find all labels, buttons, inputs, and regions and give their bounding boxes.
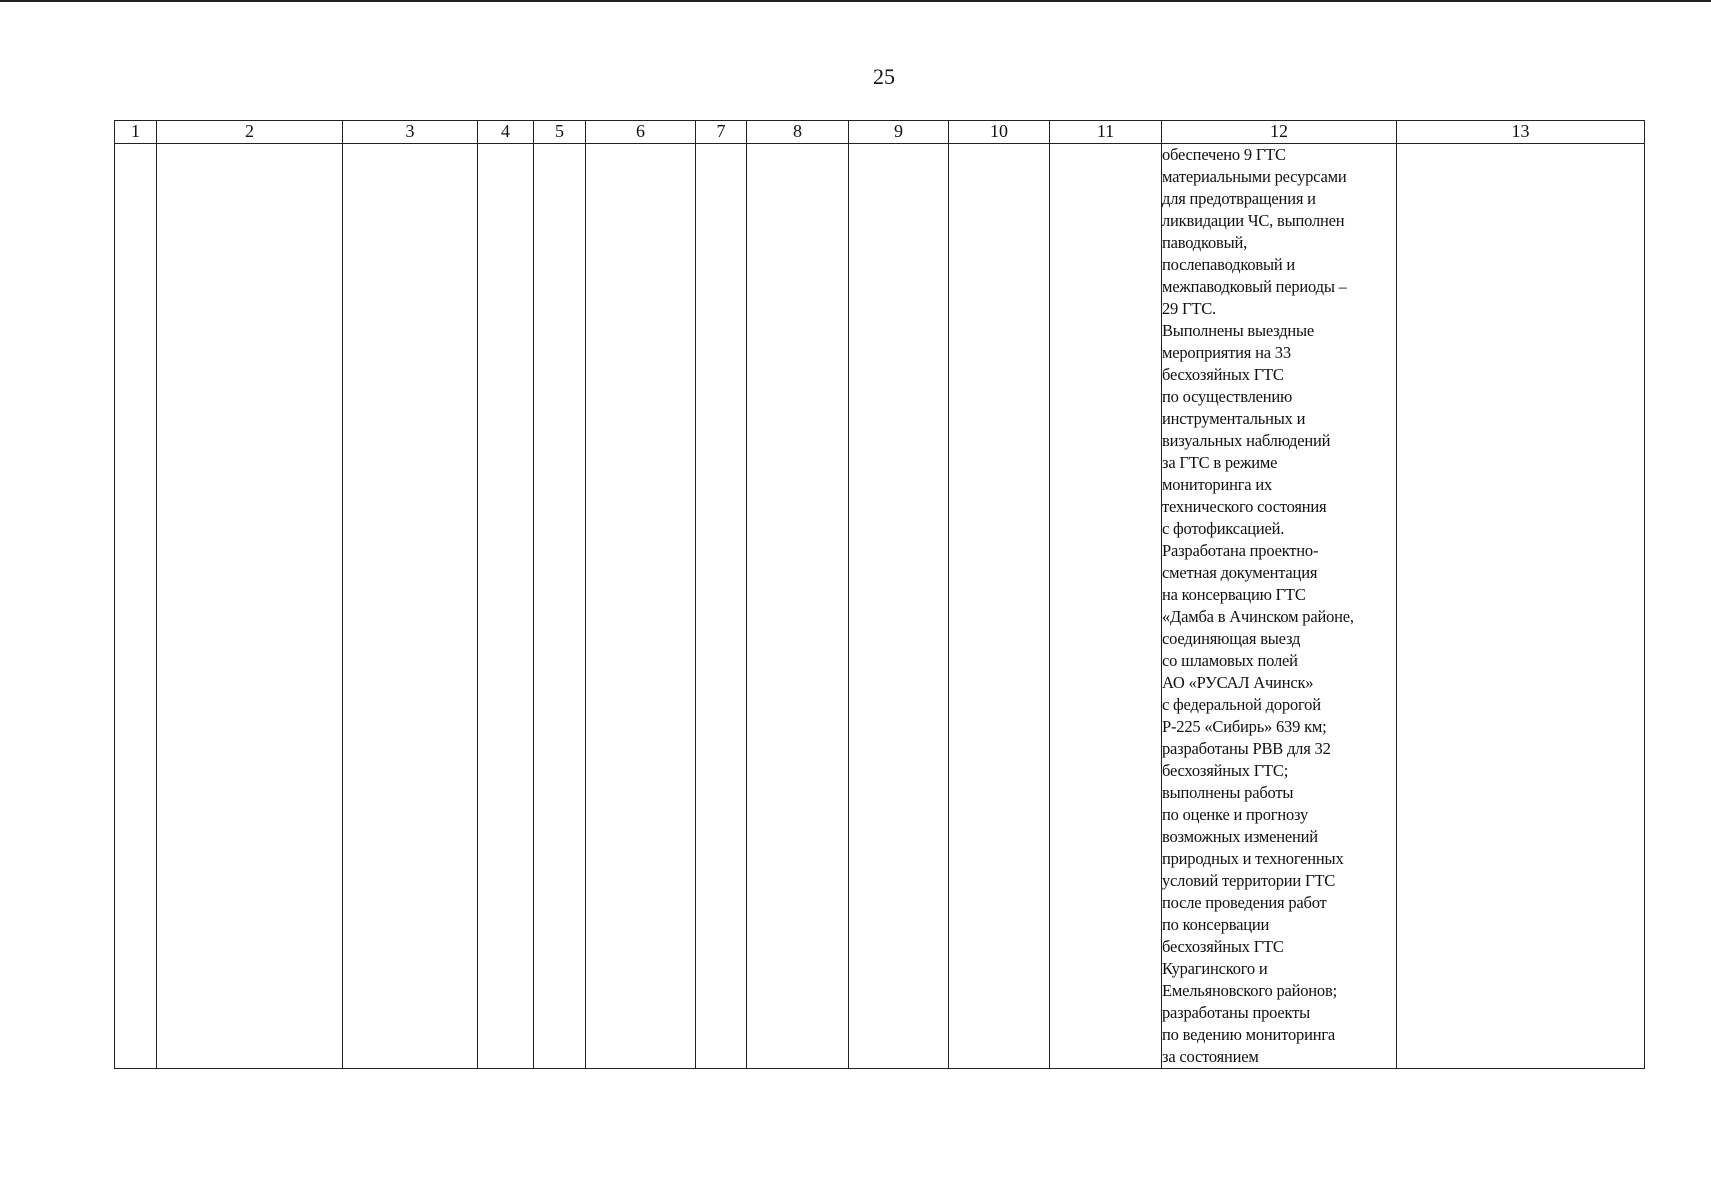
text-line: послепаводковый и — [1162, 255, 1296, 274]
text-line: соединяющая выезд — [1162, 629, 1301, 648]
text-line: Курагинского и — [1162, 959, 1268, 978]
cell-col-4 — [478, 144, 534, 1069]
text-line: материальными ресурсами — [1162, 167, 1347, 186]
text-line: обеспечено 9 ГТС — [1162, 145, 1286, 164]
text-line: инструментальных и — [1162, 409, 1306, 428]
text-line: бесхозяйных ГТС — [1162, 937, 1284, 956]
text-line: по консервации — [1162, 915, 1270, 934]
column-header-7: 7 — [696, 121, 747, 144]
text-line: Р-225 «Сибирь» 639 км; — [1162, 717, 1327, 736]
text-line: Выполнены выездные — [1162, 321, 1315, 340]
text-line: природных и техногенных — [1162, 849, 1344, 868]
column-header-3: 3 — [343, 121, 478, 144]
text-line: по оценке и прогнозу — [1162, 805, 1309, 824]
text-line: условий территории ГТС — [1162, 871, 1335, 890]
text-line: по осуществлению — [1162, 387, 1293, 406]
column-header-6: 6 — [586, 121, 696, 144]
cell-col-8 — [747, 144, 849, 1069]
text-line: для предотвращения и — [1162, 189, 1316, 208]
column-header-1: 1 — [115, 121, 157, 144]
table-row — [115, 144, 1645, 1069]
text-line: визуальных наблюдений — [1162, 431, 1331, 450]
text-line: бесхозяйных ГТС — [1162, 365, 1284, 384]
column-header-5: 5 — [534, 121, 586, 144]
text-line: мероприятия на 33 — [1162, 343, 1291, 362]
text-line: технического состояния — [1162, 497, 1327, 516]
text-line: ликвидации ЧС, выполнен — [1162, 211, 1345, 230]
text-line: за состоянием — [1162, 1047, 1259, 1066]
text-line: за ГТС в режиме — [1162, 453, 1278, 472]
cell-col-12-text — [1162, 144, 1397, 1069]
cell-col-1 — [115, 144, 157, 1069]
column-header-8: 8 — [747, 121, 849, 144]
top-border-line — [0, 0, 1711, 2]
text-line: возможных изменений — [1162, 827, 1318, 846]
cell-col-5 — [534, 144, 586, 1069]
text-line: с федеральной дорогой — [1162, 695, 1321, 714]
text-line: межпаводковый периоды – — [1162, 277, 1347, 296]
text-line: после проведения работ — [1162, 893, 1327, 912]
text-line: сметная документация — [1162, 563, 1318, 582]
cell-col-7 — [696, 144, 747, 1069]
table-header-row — [115, 121, 1645, 144]
column-header-4: 4 — [478, 121, 534, 144]
cell-col-9 — [849, 144, 949, 1069]
text-line: выполнены работы — [1162, 783, 1294, 802]
text-line: разработаны РВВ для 32 — [1162, 739, 1331, 758]
text-line: мониторинга их — [1162, 475, 1273, 494]
cell-col-10 — [949, 144, 1050, 1069]
cell-col-6 — [586, 144, 696, 1069]
text-line: Емельяновского районов; — [1162, 981, 1337, 1000]
text-line: Разработана проектно- — [1162, 541, 1319, 560]
text-line: со шламовых полей — [1162, 651, 1298, 670]
column-header-2: 2 — [157, 121, 343, 144]
column-header-9: 9 — [849, 121, 949, 144]
text-line: «Дамба в Ачинском районе, — [1162, 607, 1354, 626]
cell-col-11 — [1050, 144, 1162, 1069]
text-line: АО «РУСАЛ Ачинск» — [1162, 673, 1314, 692]
text-line: на консервацию ГТС — [1162, 585, 1306, 604]
column-header-13: 13 — [1397, 121, 1645, 144]
column-header-12: 12 — [1162, 121, 1397, 144]
data-table — [114, 120, 1645, 1069]
column-header-11: 11 — [1050, 121, 1162, 144]
column-header-10: 10 — [949, 121, 1050, 144]
text-line: 29 ГТС. — [1162, 299, 1216, 318]
cell-col-2 — [157, 144, 343, 1069]
cell-col-3 — [343, 144, 478, 1069]
cell-col-13 — [1397, 144, 1645, 1069]
text-line: паводковый, — [1162, 233, 1248, 252]
text-line: с фотофиксацией. — [1162, 519, 1285, 538]
text-line: бесхозяйных ГТС; — [1162, 761, 1289, 780]
text-line: разработаны проекты — [1162, 1003, 1311, 1022]
page-number: 25 — [873, 64, 895, 89]
text-line: по ведению мониторинга — [1162, 1025, 1336, 1044]
